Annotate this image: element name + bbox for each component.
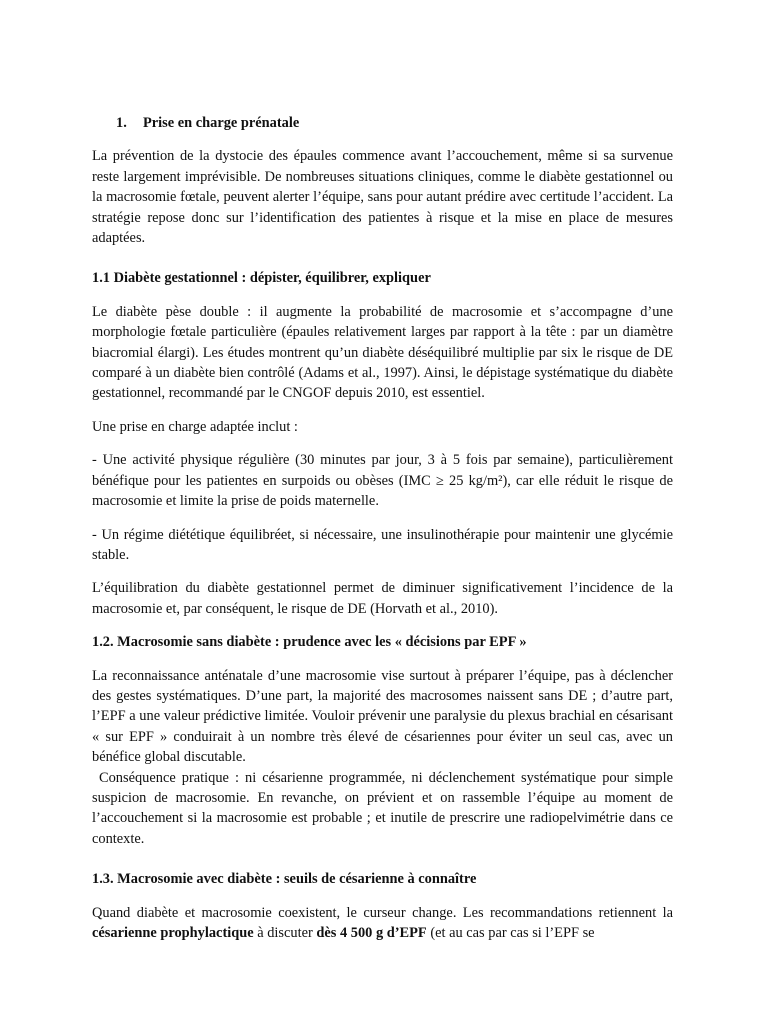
list-item-regime: - Un régime diététique équilibréet, si nécessaire, une insulinothérapie pour maintenir une glycémie stable. — [92, 526, 673, 563]
subsection-heading-1-1: 1.1 Diabète gestationnel : dépister, équilibrer, expliquer — [92, 270, 431, 287]
text-run: Quand diabète et macrosomie coexistent, le curseur change. Les recommandations retiennent la — [92, 904, 673, 921]
emphasis-seuil: dès 4 500 g d’EPF — [316, 925, 427, 941]
paragraph-equilibration: L’équilibration du diabète gestationnel permet de diminuer significativement l’incidence de la macrosomie et, par conséquent, le risque de DE (Horvath et al., 2010). — [92, 580, 673, 617]
intro-paragraph: La prévention de la dystocie des épaules commence avant l’accouchement, même si sa survenue reste largement imprévisible. De nombreuses situations cliniques, comme le diabète gestationnel ou la macrosomie fœtale, peuvent alerter l’équipe, sans pour autant prédire avec certitude l’accident. La stratégie repose donc sur l’identification des patientes à risque et la mise en place de mesures adaptées. — [92, 148, 673, 247]
section-title: Prise en charge prénatale — [143, 115, 300, 131]
paragraph-prise-en-charge: Une prise en charge adaptée inclut : — [92, 418, 298, 435]
list-item-activite: - Une activité physique régulière (30 minutes par jour, 3 à 5 fois par semaine), particulièrement bénéfique pour les patientes en surpoids ou obèses (IMC ≥ 25 kg/m²), car elle réduit le risque de macrosomie et limite la prise de poids maternelle. — [92, 452, 673, 510]
section-number: 1. — [116, 115, 127, 131]
paragraph-seuils — [92, 903, 673, 944]
paragraph-diabete: Le diabète pèse double : il augmente la probabilité de macrosomie et s’accompagne d’une morphologie fœtale particulière (épaules relativement larges par rapport à la tête : par un diamètre biacromial élargi). Les études montrent qu’un diabète déséquilibré multiplie par six le risque de DE comparé à un diabète bien contrôlé (Adams et al., 1997). Ainsi, le dépistage systématique du diabète gestationnel, recommandé par le CNGOF depuis 2010, est essentiel. — [92, 303, 673, 402]
document-body — [92, 113, 673, 956]
text-run: (et au cas par cas si l’EPF se — [426, 925, 595, 941]
section-heading-1 — [92, 113, 673, 133]
paragraph-reconnaissance: La reconnaissance anténatale d’une macrosomie vise surtout à préparer l’équipe, pas à déclencher des gestes systématiques. D’une part, la majorité des macrosomes naissent sans DE ; d’autre part, l’EPF a une valeur prédictive limitée. Vouloir prévenir une paralysie du plexus brachial en césarisant « sur EPF » conduirait à un nombre très élevé de césariennes pour éviter un seul cas, avec un bénéfice global discutable. — [92, 667, 673, 766]
subsection-heading-1-3: 1.3. Macrosomie avec diabète : seuils de césarienne à connaître — [92, 871, 477, 888]
text-run: à discuter — [253, 925, 317, 941]
paragraph-consequence: Conséquence pratique : ni césarienne programmée, ni déclenchement systématique pour simple suspicion de macrosomie. En revanche, on prévient et on rassemble l’équipe au moment de l’accouchement si la macrosomie est probable ; et inutile de prescrire une radiopelvimétrie dans ce contexte. — [92, 769, 673, 847]
subsection-heading-1-2: 1.2. Macrosomie sans diabète : prudence avec les « décisions par EPF » — [92, 634, 527, 651]
emphasis-cesarienne: césarienne prophylactique — [92, 925, 254, 941]
